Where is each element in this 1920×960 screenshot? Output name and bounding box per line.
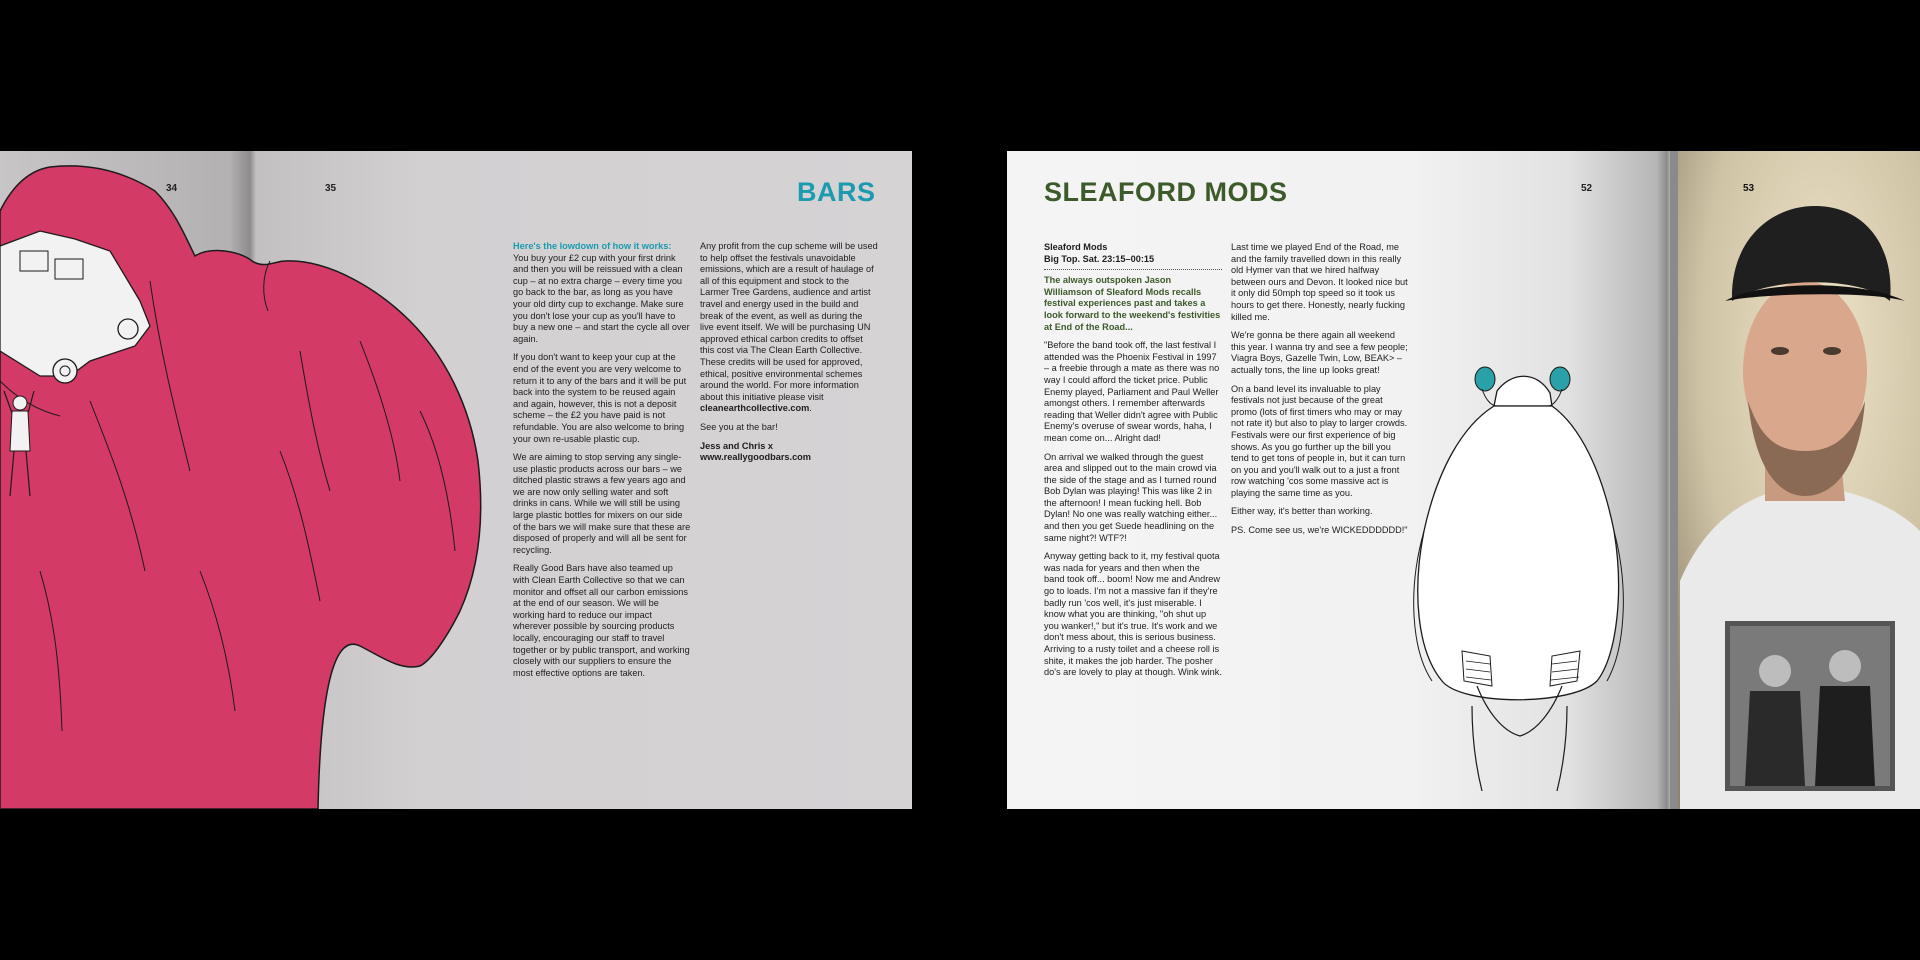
bars-paragraph: Any profit from the cup scheme will be used to help offset the festivals unavoidable emissions, which are a result of haulage of all of this equipment and stock to the Larmer Tree Gardens, audience and artist travel and energy used in the build and break of the event, as well as during the live event itself. We will be purchasing UN approved ethical carbon credits to offset this cost via The Clean Earth Collective. These credits will be used for approved, ethical, positive environmental schemes around the world. For more information about this initiative please visit: [700, 241, 878, 402]
intro-text: The always outspoken Jason Williamson of Sleaford Mods recalls festival experiences past and takes a look forward to the weekend's festivities at End of the Road...: [1044, 275, 1221, 332]
interview-paragraph: "Before the band took off, the last festival I attended was the Phoenix Festival in 1997 – a freebie through a mate as there was no way I could afford the ticket price. Public Enemy played, Parliament and Paul Weller amongst others. I remember afterwards reading that Weller didn't agree with Public Enemy's overuse of swear words, haha, I mean come on... Alright dad!: [1044, 340, 1220, 443]
bars-paragraph: We are aiming to stop serving any single-use plastic products across our bars – we ditched plastic straws a few years ago and we are now only selling water and soft drinks in cans. While we will still be using large plastic bottles for mixers on our side of the bars we will make sure that these are disposed of properly and will all be sent for recycling.: [513, 452, 691, 555]
bars-spread: [0, 151, 912, 809]
portrait-photo: [1670, 151, 1920, 809]
sleaford-mods-heading: SLEAFORD MODS: [1044, 177, 1288, 207]
sweater-figure-illustration: [1402, 351, 1632, 791]
interview-paragraph: We're gonna be there again all weekend this year. I wanna try and see a few people; Viagra Boys, Gazelle Twin, Low, BEAK> – actually tons, the line up looks great!: [1231, 330, 1408, 375]
clean-earth-link[interactable]: cleanearthcollective.com: [700, 403, 810, 414]
interview-paragraph: On a band level its invaluable to play festivals not just because of the great promo (lots of first timers who may or may not rate it) but also to play to larger crowds. Festivals were our first experience of big shows. As you go further up the bill you tend to get tons of people in, but it can turn on you and you'll walk out to a just a front row watching 'cos some massive act is playing the same time as you.: [1231, 383, 1408, 498]
dotted-divider: [1044, 269, 1222, 270]
bars-column-1: [513, 241, 691, 686]
bars-paragraph: See you at the bar!: [700, 421, 778, 432]
bars-paragraph: If you don't want to keep your cup at the end of the event you are very welcome to return it to any of the bars and it will be put back into the system to be reused again and again, however, this is not a deposit scheme – the £2 you have paid is not refundable. You are also welcome to bring your own re-usable plastic cup.: [513, 352, 687, 444]
page-number-left: 34: [166, 183, 178, 194]
sleaford-mods-spread: [1007, 151, 1920, 809]
interview-paragraph: Anyway getting back to it, my festival quota was nada for years and then when the band took off... boom! Now me and Andrew go to loads. I'm not a massive fan if they're badly run 'cos well, it's just miserable. I know what you are thinking, "oh shut up you wanker!," but it's true. It's work and we don't mess about, this is serious business. Arriving to a rusty toilet and a cheese roll is shite, it makes the job harder. The posher do's are lovely to play at though. Wink wink.: [1044, 551, 1222, 678]
bars-paragraph: Really Good Bars have also teamed up with Clean Earth Collective so that we can monitor and offset all our carbon emissions at the end of our season. We will be working hard to reduce our impact wherever possible by sourcing products locally, encouraging our staff to travel together or by public transport, and working closely with our suppliers to ensure the most effective options are taken.: [513, 563, 690, 678]
sleaford-column-2: [1231, 242, 1409, 544]
page-number-left: 52: [1581, 183, 1593, 194]
page-number-right: 35: [325, 183, 337, 194]
bars-lead: Here's the lowdown of how it works:: [513, 241, 672, 251]
bars-heading: BARS: [797, 177, 876, 207]
band-name: Sleaford Mods: [1044, 242, 1108, 252]
link-suffix: .: [809, 403, 812, 414]
bars-signoff: Jess and Chris x: [700, 440, 774, 451]
bars-website-link[interactable]: www.reallygoodbars.com: [700, 452, 811, 463]
set-time: Big Top. Sat. 23:15–00:15: [1044, 253, 1155, 264]
bars-paragraph: You buy your £2 cup with your first drink and then you will be reissued with a clean cup – at no extra charge – every time you go back to the bar, as long as you have your old dirty cup to exchange. Make sure you don't lose your cup as you'll have to buy a new one – and start the cycle all over again.: [513, 252, 690, 344]
page-number-right: 53: [1743, 183, 1755, 194]
sleaford-column-1: [1044, 242, 1222, 686]
bars-column-2: [700, 241, 878, 471]
interview-paragraph: PS. Come see us, we're WICKEDDDDDD!": [1231, 525, 1408, 536]
interview-paragraph: Last time we played End of the Road, me and the family travelled down in this really old Hymer van that we hired halfway between ours and Devon. It looked nice but it only did 50mph top speed so it took us hours to get there. Honestly, nearly fucking killed me.: [1231, 242, 1408, 322]
interview-paragraph: Either way, it's better than working.: [1231, 506, 1373, 517]
interview-paragraph: On arrival we walked through the guest area and slipped out to the main crowd via the side of the stage and as I turned round Bob Dylan was playing! This was like 2 in the afternoon! I mean fucking hell. Bob Dylan! No one was really watching either... and then you get Suede headlining on the same night?! WTF?!: [1044, 451, 1218, 543]
pink-creature-illustration: [0, 151, 500, 809]
